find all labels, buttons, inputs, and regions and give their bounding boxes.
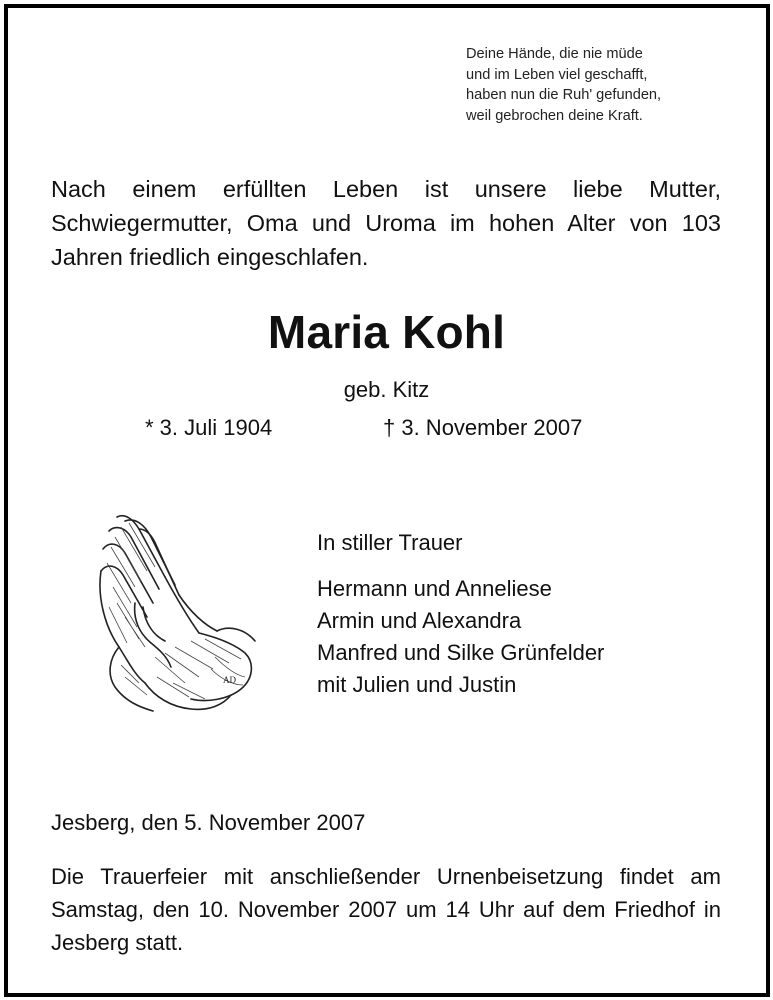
mourners-block — [317, 527, 604, 701]
service-notice: Die Trauerfeier mit anschließender Urnenbeisetzung findet am Samstag, den 10. November 2007 um 14 Uhr auf dem Friedhof in Jesberg statt. — [51, 864, 721, 955]
poem — [466, 44, 736, 126]
place-date: Jesberg, den 5. November 2007 — [51, 810, 366, 835]
mourner-name: Armin und Alexandra — [317, 608, 522, 633]
maiden-name: geb. Kitz — [343, 377, 430, 402]
poem-line: haben nun die Ruh' gefunden, — [466, 87, 662, 103]
mourner-name: Manfred und Silke Grünfelder — [317, 640, 605, 665]
monogram-mark: AD — [223, 675, 236, 685]
obituary-frame — [4, 4, 770, 997]
mourners-heading: In stiller Trauer — [317, 530, 463, 555]
poem-line: Deine Hände, die nie müde — [466, 46, 643, 62]
deceased-name: Maria Kohl — [267, 306, 506, 358]
praying-hands-icon — [95, 507, 265, 722]
death-date: † 3. November 2007 — [383, 415, 583, 440]
mourner-name: mit Julien und Justin — [317, 672, 517, 697]
poem-line: weil gebrochen deine Kraft. — [466, 107, 643, 124]
intro-text: Nach einem erfüllten Leben ist unsere liebe Mutter, Schwiegermutter, Oma und Uroma im hohen Alter von 103 Jahren friedlich eingeschlafen. — [51, 176, 721, 270]
poem-line: und im Leben viel geschafft, — [466, 66, 648, 83]
birth-date: * 3. Juli 1904 — [145, 415, 273, 440]
mourner-name: Hermann und Anneliese — [317, 576, 552, 601]
